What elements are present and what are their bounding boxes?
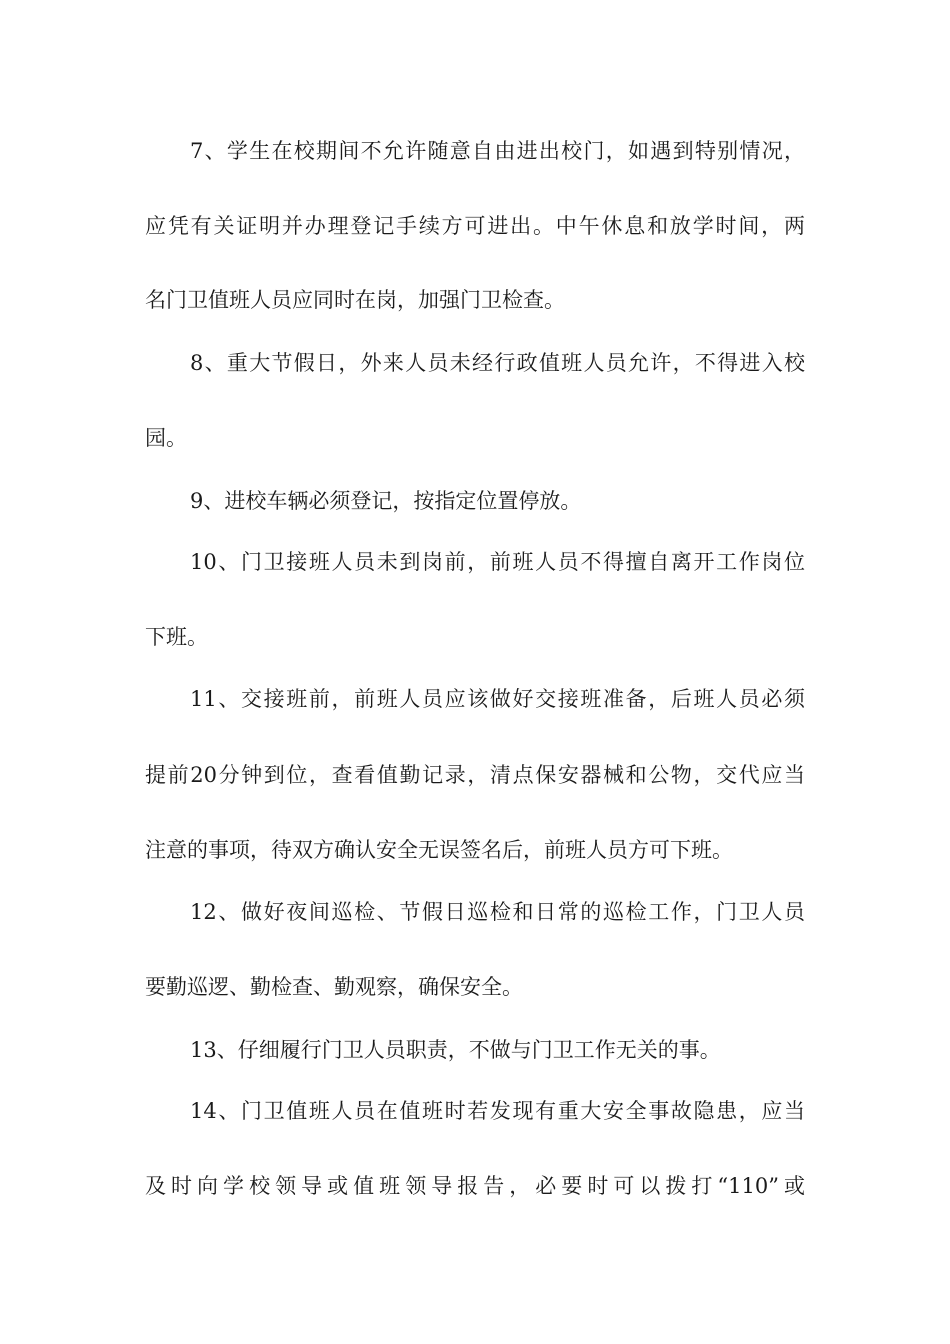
rule-8-line-1: 8、重大节假日，外来人员未经行政值班人员允许，不得进入校 xyxy=(190,351,805,375)
rule-12-line-1: 12、做好夜间巡检、节假日巡检和日常的巡检工作，门卫人员 xyxy=(190,900,805,924)
rule-7-line-3: 名门卫值班人员应同时在岗，加强门卫检查。 xyxy=(145,288,565,312)
rule-14-line-2: 及时向学校领导或值班领导报告，必要时可以拨打“110”或 xyxy=(145,1174,805,1198)
rule-7-line-1: 7、学生在校期间不允许随意自由进出校门，如遇到特别情况， xyxy=(190,139,805,163)
rule-12-line-2: 要勤巡逻、勤检查、勤观察，确保安全。 xyxy=(145,975,523,999)
rule-9-line-1: 9、进校车辆必须登记，按指定位置停放。 xyxy=(190,489,582,513)
rule-7-line-2: 应凭有关证明并办理登记手续方可进出。中午休息和放学时间，两 xyxy=(145,214,805,238)
rule-10-line-2: 下班。 xyxy=(145,625,208,649)
rule-11-line-1: 11、交接班前，前班人员应该做好交接班准备，后班人员必须 xyxy=(190,687,805,711)
rule-13-line-1: 13、仔细履行门卫人员职责，不做与门卫工作无关的事。 xyxy=(190,1038,721,1062)
rule-11-line-3: 注意的事项，待双方确认安全无误签名后，前班人员方可下班。 xyxy=(145,838,733,862)
rule-11-line-2: 提前20分钟到位，查看值勤记录，清点保安器械和公物，交代应当 xyxy=(145,763,805,787)
rule-8-line-2: 园。 xyxy=(145,426,187,450)
rule-10-line-1: 10、门卫接班人员未到岗前，前班人员不得擅自离开工作岗位 xyxy=(190,550,805,574)
rule-14-line-1: 14、门卫值班人员在值班时若发现有重大安全事故隐患，应当 xyxy=(190,1099,805,1123)
